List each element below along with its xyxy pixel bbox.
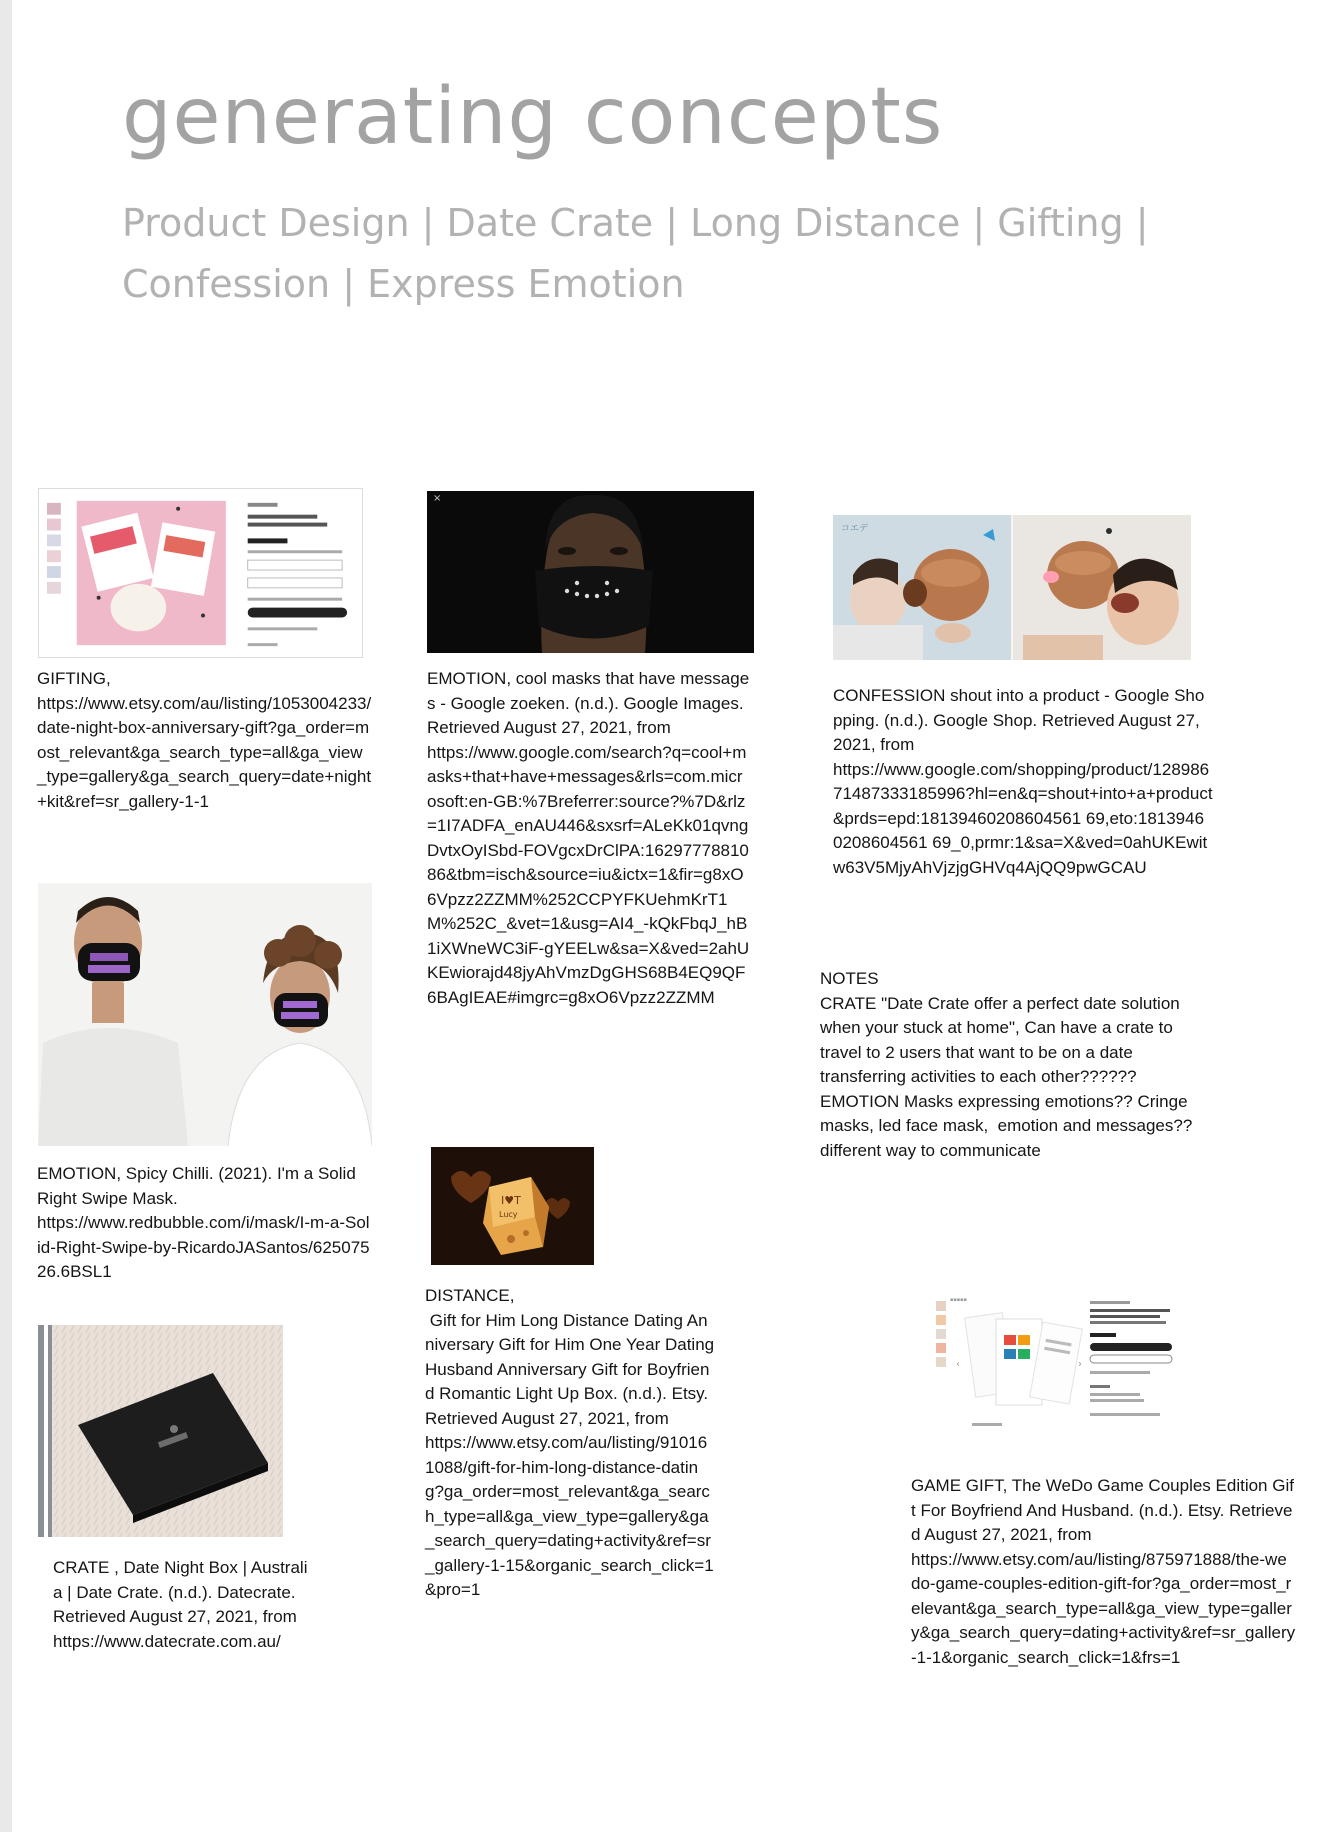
game-gift-image <box>932 1295 1177 1431</box>
svg-text:Lucy: Lucy <box>499 1210 518 1219</box>
page-title: generating concepts <box>122 72 944 162</box>
gifting-caption: GIFTING, https://www.etsy.com/au/listing/1053004233/date-night-box-anniversary-gift?ga_order=most_relevant&ga_search_type=all&ga_view_type=gallery&ga_search_query=date+night+kit&ref=sr_gallery-1-1 <box>37 669 372 811</box>
notes-block: NOTES CRATE "Date Crate offer a perfect date solution when your stuck at home", Can have a crate to travel to 2 users that want to be on a date transferring activities to each other?????? EMOTION Masks expressing emotions?? Cringe masks, led face mask, emotion and messages?? different way to communicate <box>820 969 1193 1160</box>
emotion-masks-image <box>38 883 372 1146</box>
gifting-image <box>38 488 363 658</box>
page-subtitle: Product Design | Date Crate | Long Distance | Gifting | Confession | Express Emotion <box>122 201 1149 306</box>
emotion-led-caption: EMOTION, cool masks that have messages - Google zoeken. (n.d.). Google Images. Retrieved August 27, 2021, from https://www.google.com/search?q=cool+masks+that+have+messages&rls=com.microsoft:en-GB:%7Breferrer:source?%7D&rlz=1I7ADFA_enAU446&sxsrf=ALeKk01qvngDvtxOyISbd-FOVgcxDrClPA:1629777881086&tbm=isch&source=iu&ictx=1&fir=g8xO6Vpzz2ZZMM%252CCPYFKUehmKrT1M%252C_&vet=1&usg=AI4_-kQkFbqJ_hB1iXWneWC3iF-gYEELw&sa=X&ved=2ahUKEwiorajd48jyAhVmzDgGHS68B4EQ9QF6BAgIEAE#imgrc=g8xO6Vpzz2ZZMM <box>427 669 750 1007</box>
svg-text:▪▪▪▪▪: ▪▪▪▪▪ <box>950 1297 967 1303</box>
svg-text:›: › <box>1078 1359 1082 1370</box>
game-gift-caption: GAME GIFT, The WeDo Game Couples Edition Gift For Boyfriend And Husband. (n.d.). Etsy. Retrieved August 27, 2021, from https://www.etsy.com/au/listing/875971888/the-wedo-game-couples-edition-gift-for?ga_order=most_relevant&ga_search_type=all&ga_view_type=gallery&ga_search_query=dating+activity&ref=sr_gallery-1-1&organic_search_click=1&frs=1 <box>911 1476 1296 1667</box>
emotion-led-mask-image <box>427 491 754 653</box>
emotion-masks-caption: EMOTION, Spicy Chilli. (2021). I'm a Solid Right Swipe Mask. https://www.redbubble.com/i/mask/I-m-a-Solid-Right-Swipe-by-RicardoJASantos/62507526.6BSL1 <box>37 1164 370 1281</box>
left-margin-strip <box>0 0 12 1832</box>
distance-caption: DISTANCE, Gift for Him Long Distance Dating Anniversary Gift for Him One Year Dating Husband Anniversary Gift for Boyfriend Romantic Light Up Box. (n.d.). Etsy. Retrieved August 27, 2021, from https://www.etsy.com/au/listing/910161088/gift-for-him-long-distance-dating?ga_order=most_relevant&ga_search_type=all&ga_view_type=gallery&ga_search_query=dating+activity&ref=sr_gallery-1-15&organic_search_click=1&pro=1 <box>425 1286 715 1599</box>
confession-image <box>833 515 1191 660</box>
distance-light-box-image <box>431 1147 594 1265</box>
svg-text:I♥T: I♥T <box>501 1194 521 1207</box>
svg-text:‹: ‹ <box>956 1359 960 1370</box>
svg-text:×: × <box>433 493 442 504</box>
svg-text:コエデ: コエデ <box>841 524 869 534</box>
crate-caption: CRATE , Date Night Box | Australia | Date Crate. (n.d.). Datecrate. Retrieved August 27, 2021, from https://www.datecrate.com.au/ <box>53 1558 308 1651</box>
confession-caption: CONFESSION shout into a product - Google Shopping. (n.d.). Google Shop. Retrieved August 27, 2021, from https://www.google.com/shopping/product/12898671487333185996?hl=en&q=shout+into+a+product&prds=epd:18139460208604561 69,eto:18139460208604561 69_0,prmr:1&sa=X&ved=0ahUKEwitw63V5MjyAhVjzjgGHVq4AjQQ9pwGCAU <box>833 686 1213 877</box>
crate-box-image <box>38 1325 283 1537</box>
